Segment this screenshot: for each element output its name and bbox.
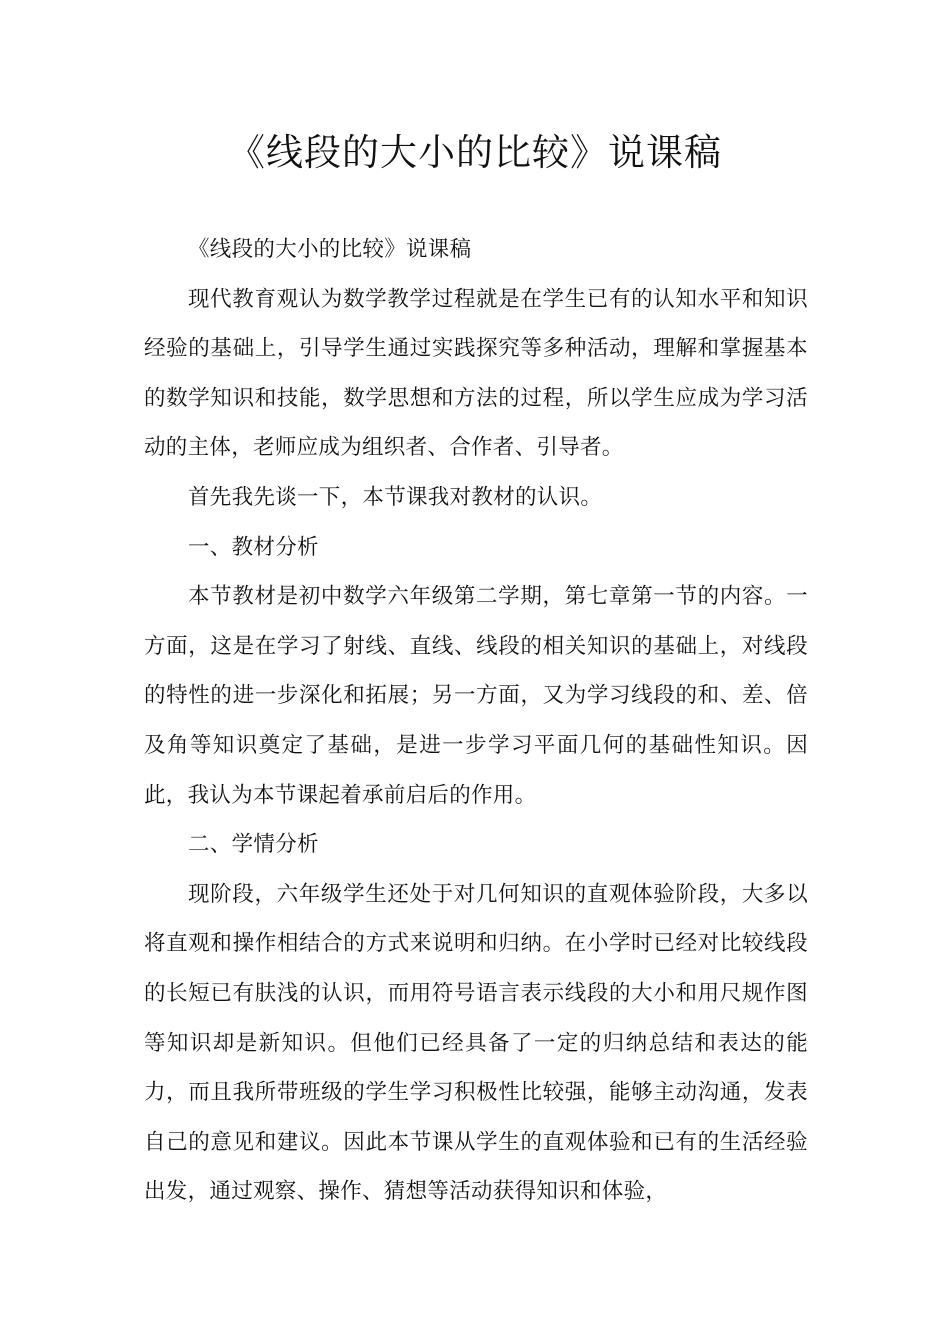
intro-paragraph: 现代教育观认为数学教学过程就是在学生已有的认知水平和知识经验的基础上，引导学生通过实践探究等多种活动，理解和掌握基本的数学知识和技能，数学思想和方法的过程，所以学生应成为学习活动的主体，老师应成为组织者、合作者、引导者。 <box>144 286 808 461</box>
transition-paragraph: 首先我先谈一下，本节课我对教材的认识。 <box>188 484 603 510</box>
section-heading-textbook-analysis: 一、教材分析 <box>188 534 319 560</box>
document-body <box>144 225 808 1217</box>
subtitle-paragraph: 《线段的大小的比较》说课稿 <box>188 237 472 262</box>
document-title: 《线段的大小的比较》说课稿 <box>228 131 722 174</box>
textbook-analysis-paragraph: 本节教材是初中数学六年级第二学期，第七章第一节的内容。一方面，这是在学习了射线、直线、线段的相关知识的基础上，对线段的特性的进一步深化和拓展；另一方面，又为学习线段的和、差、倍 及角等知识奠定了基础，是进一步学习平面几何的基础性知识。因此，我认为本节课起着承前启后的作用。 <box>144 584 808 808</box>
section-heading-student-analysis: 二、学情分析 <box>188 832 319 858</box>
student-analysis-paragraph: 现阶段，六年级学生还处于对几何知识的直观体验阶段，大多以将直观和操作相结合的方式来说明和归纳。在小学时已经对比较线段的长短已有肤浅的认识，而用符号语言表示线段的大小和用尺规作图等知识却是新知识。但他们已经具备了一定的归纳总结和表达的能力，而且我所带班级的学生学习积极性比较强，能够主动沟通，发表自己的意见和建议。因此本节课从学生的直观体验和已有的生活经验出发，通过观察、操作、猜想等活动获得知识和体验， <box>144 881 808 1205</box>
